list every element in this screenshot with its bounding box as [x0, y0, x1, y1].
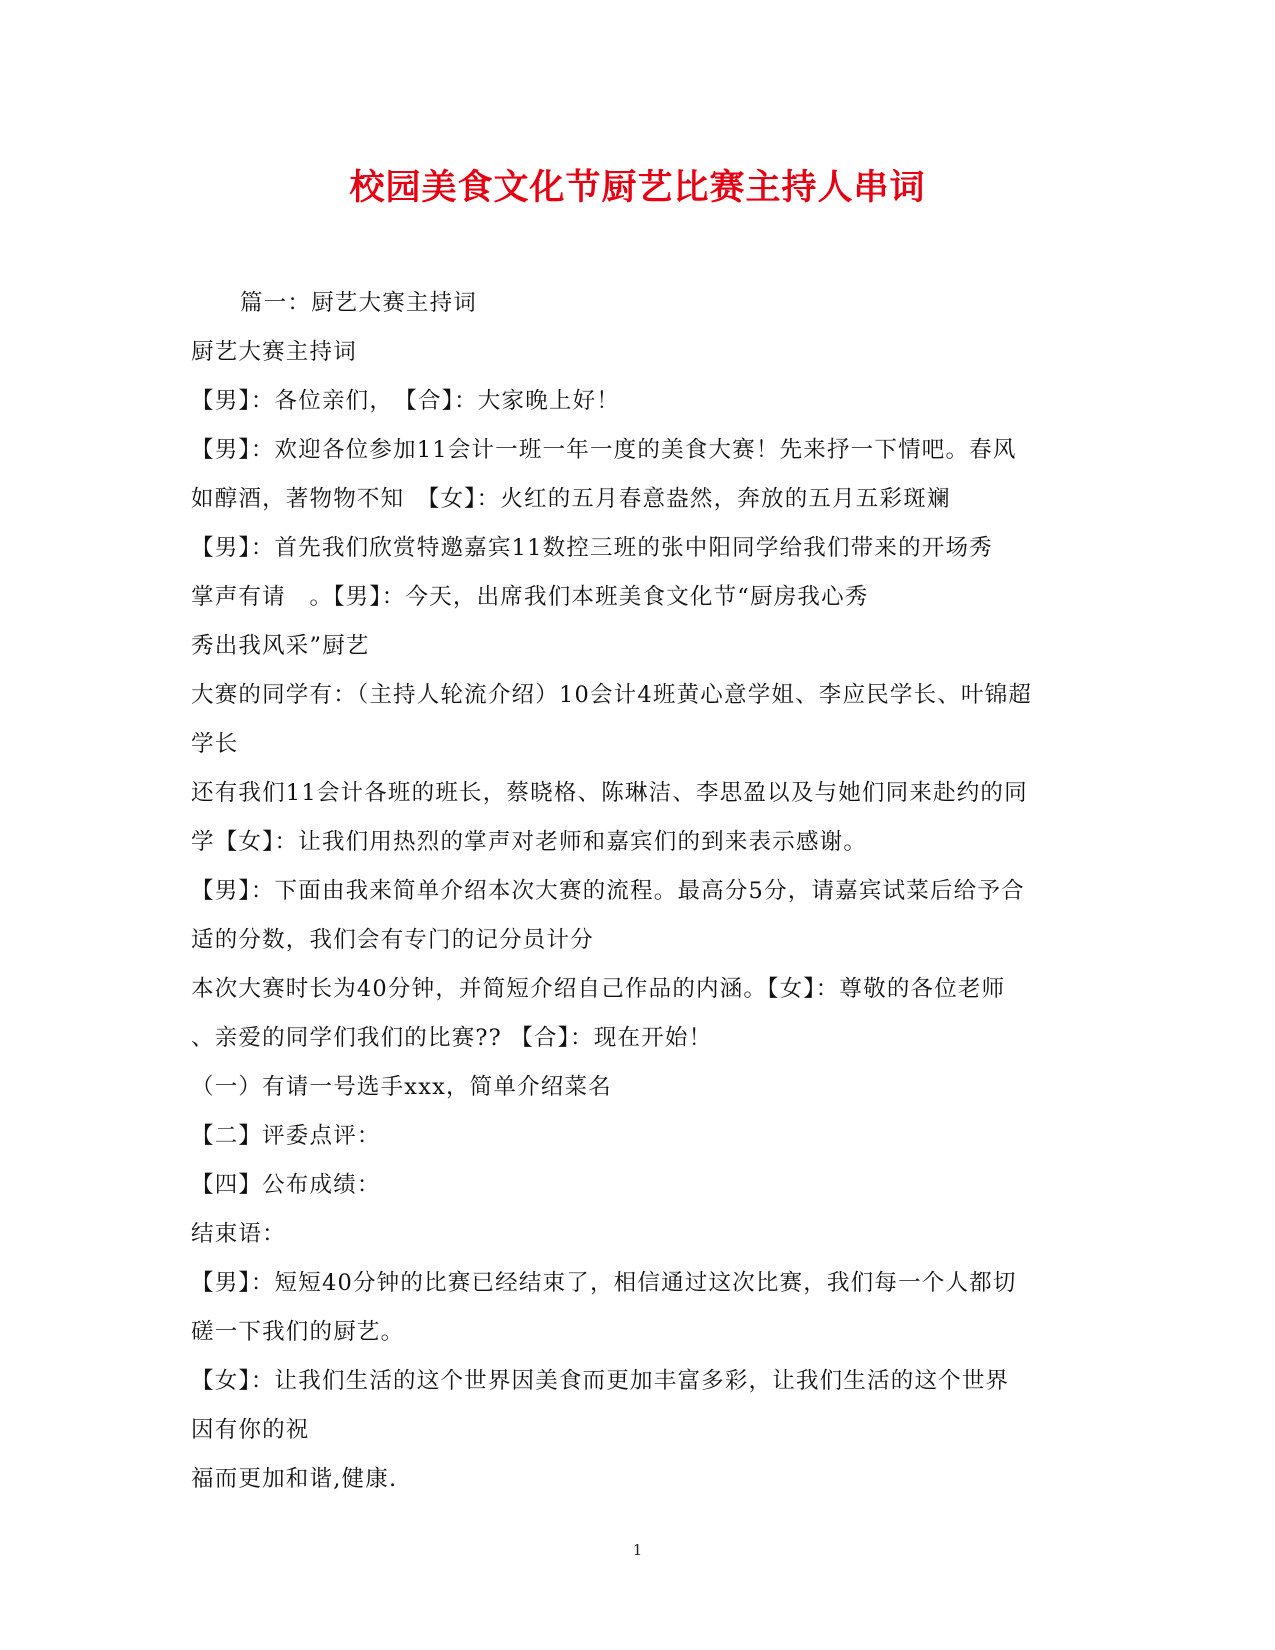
paragraph-line: 【男】：欢迎各位参加11会计一班一年一度的美食大赛！先来抒一下情吧。春风	[191, 437, 1017, 463]
paragraph-line: 学长	[191, 731, 239, 757]
paragraph-line: 福而更加和谐,健康.	[191, 1466, 398, 1492]
paragraph-line: 【男】：各位亲们， 【合】：大家晚上好！	[191, 388, 621, 414]
paragraph-line: 结束语：	[191, 1221, 286, 1247]
document-body	[191, 279, 1086, 1504]
paragraph-line: 大赛的同学有：（主持人轮流介绍）10会计4班黄心意学姐、李应民学长、叶锦超	[191, 682, 1033, 708]
paragraph-line: 磋一下我们的厨艺。	[191, 1319, 405, 1345]
paragraph-line: 秀出我风采”厨艺	[191, 633, 370, 659]
paragraph-line: 【男】：下面由我来简单介绍本次大赛的流程。最高分5分，请嘉宾试菜后给予合	[191, 878, 1025, 904]
page-number: 1	[632, 1541, 643, 1559]
paragraph-line: 还有我们11会计各班的班长，蔡晓格、陈琳洁、李思盈以及与她们同来赴约的同	[191, 780, 1028, 806]
paragraph-line: 如醇酒，著物物不知 【女】：火红的五月春意盎然，奔放的五月五彩斑斓	[191, 486, 951, 512]
document-title: 校园美食文化节厨艺比赛主持人串词	[349, 168, 926, 208]
paragraph-line: 、亲爱的同学们我们的比赛?? 【合】：现在开始！	[191, 1025, 713, 1051]
paragraph-line: 【女】：让我们生活的这个世界因美食而更加丰富多彩，让我们生活的这个世界	[191, 1368, 1010, 1394]
paragraph-line: 【四】公布成绩：	[191, 1172, 381, 1198]
paragraph-line: （一）有请一号选手xxx，简单介绍菜名	[191, 1074, 612, 1100]
paragraph-line: 【男】：短短40分钟的比赛已经结束了，相信通过这次比赛，我们每一个人都切	[191, 1270, 1017, 1296]
paragraph-line: 厨艺大赛主持词	[191, 339, 357, 365]
paragraph-line: 【二】评委点评：	[191, 1123, 381, 1149]
paragraph-line: 掌声有请 。【男】：今天，出席我们本班美食文化节“厨房我心秀	[191, 584, 869, 610]
paragraph-line: 学【女】：让我们用热烈的掌声对老师和嘉宾们的到来表示感谢。	[191, 829, 868, 855]
paragraph-line: 本次大赛时长为40分钟，并简短介绍自己作品的内涵。【女】：尊敬的各位老师	[191, 976, 1006, 1002]
paragraph-line: 篇一：厨艺大赛主持词	[240, 290, 478, 316]
paragraph-line: 【男】：首先我们欣赏特邀嘉宾11数控三班的张中阳同学给我们带来的开场秀	[191, 535, 993, 561]
paragraph-line: 因有你的祝	[191, 1417, 310, 1443]
paragraph-line: 适的分数，我们会有专门的记分员计分	[191, 927, 594, 953]
